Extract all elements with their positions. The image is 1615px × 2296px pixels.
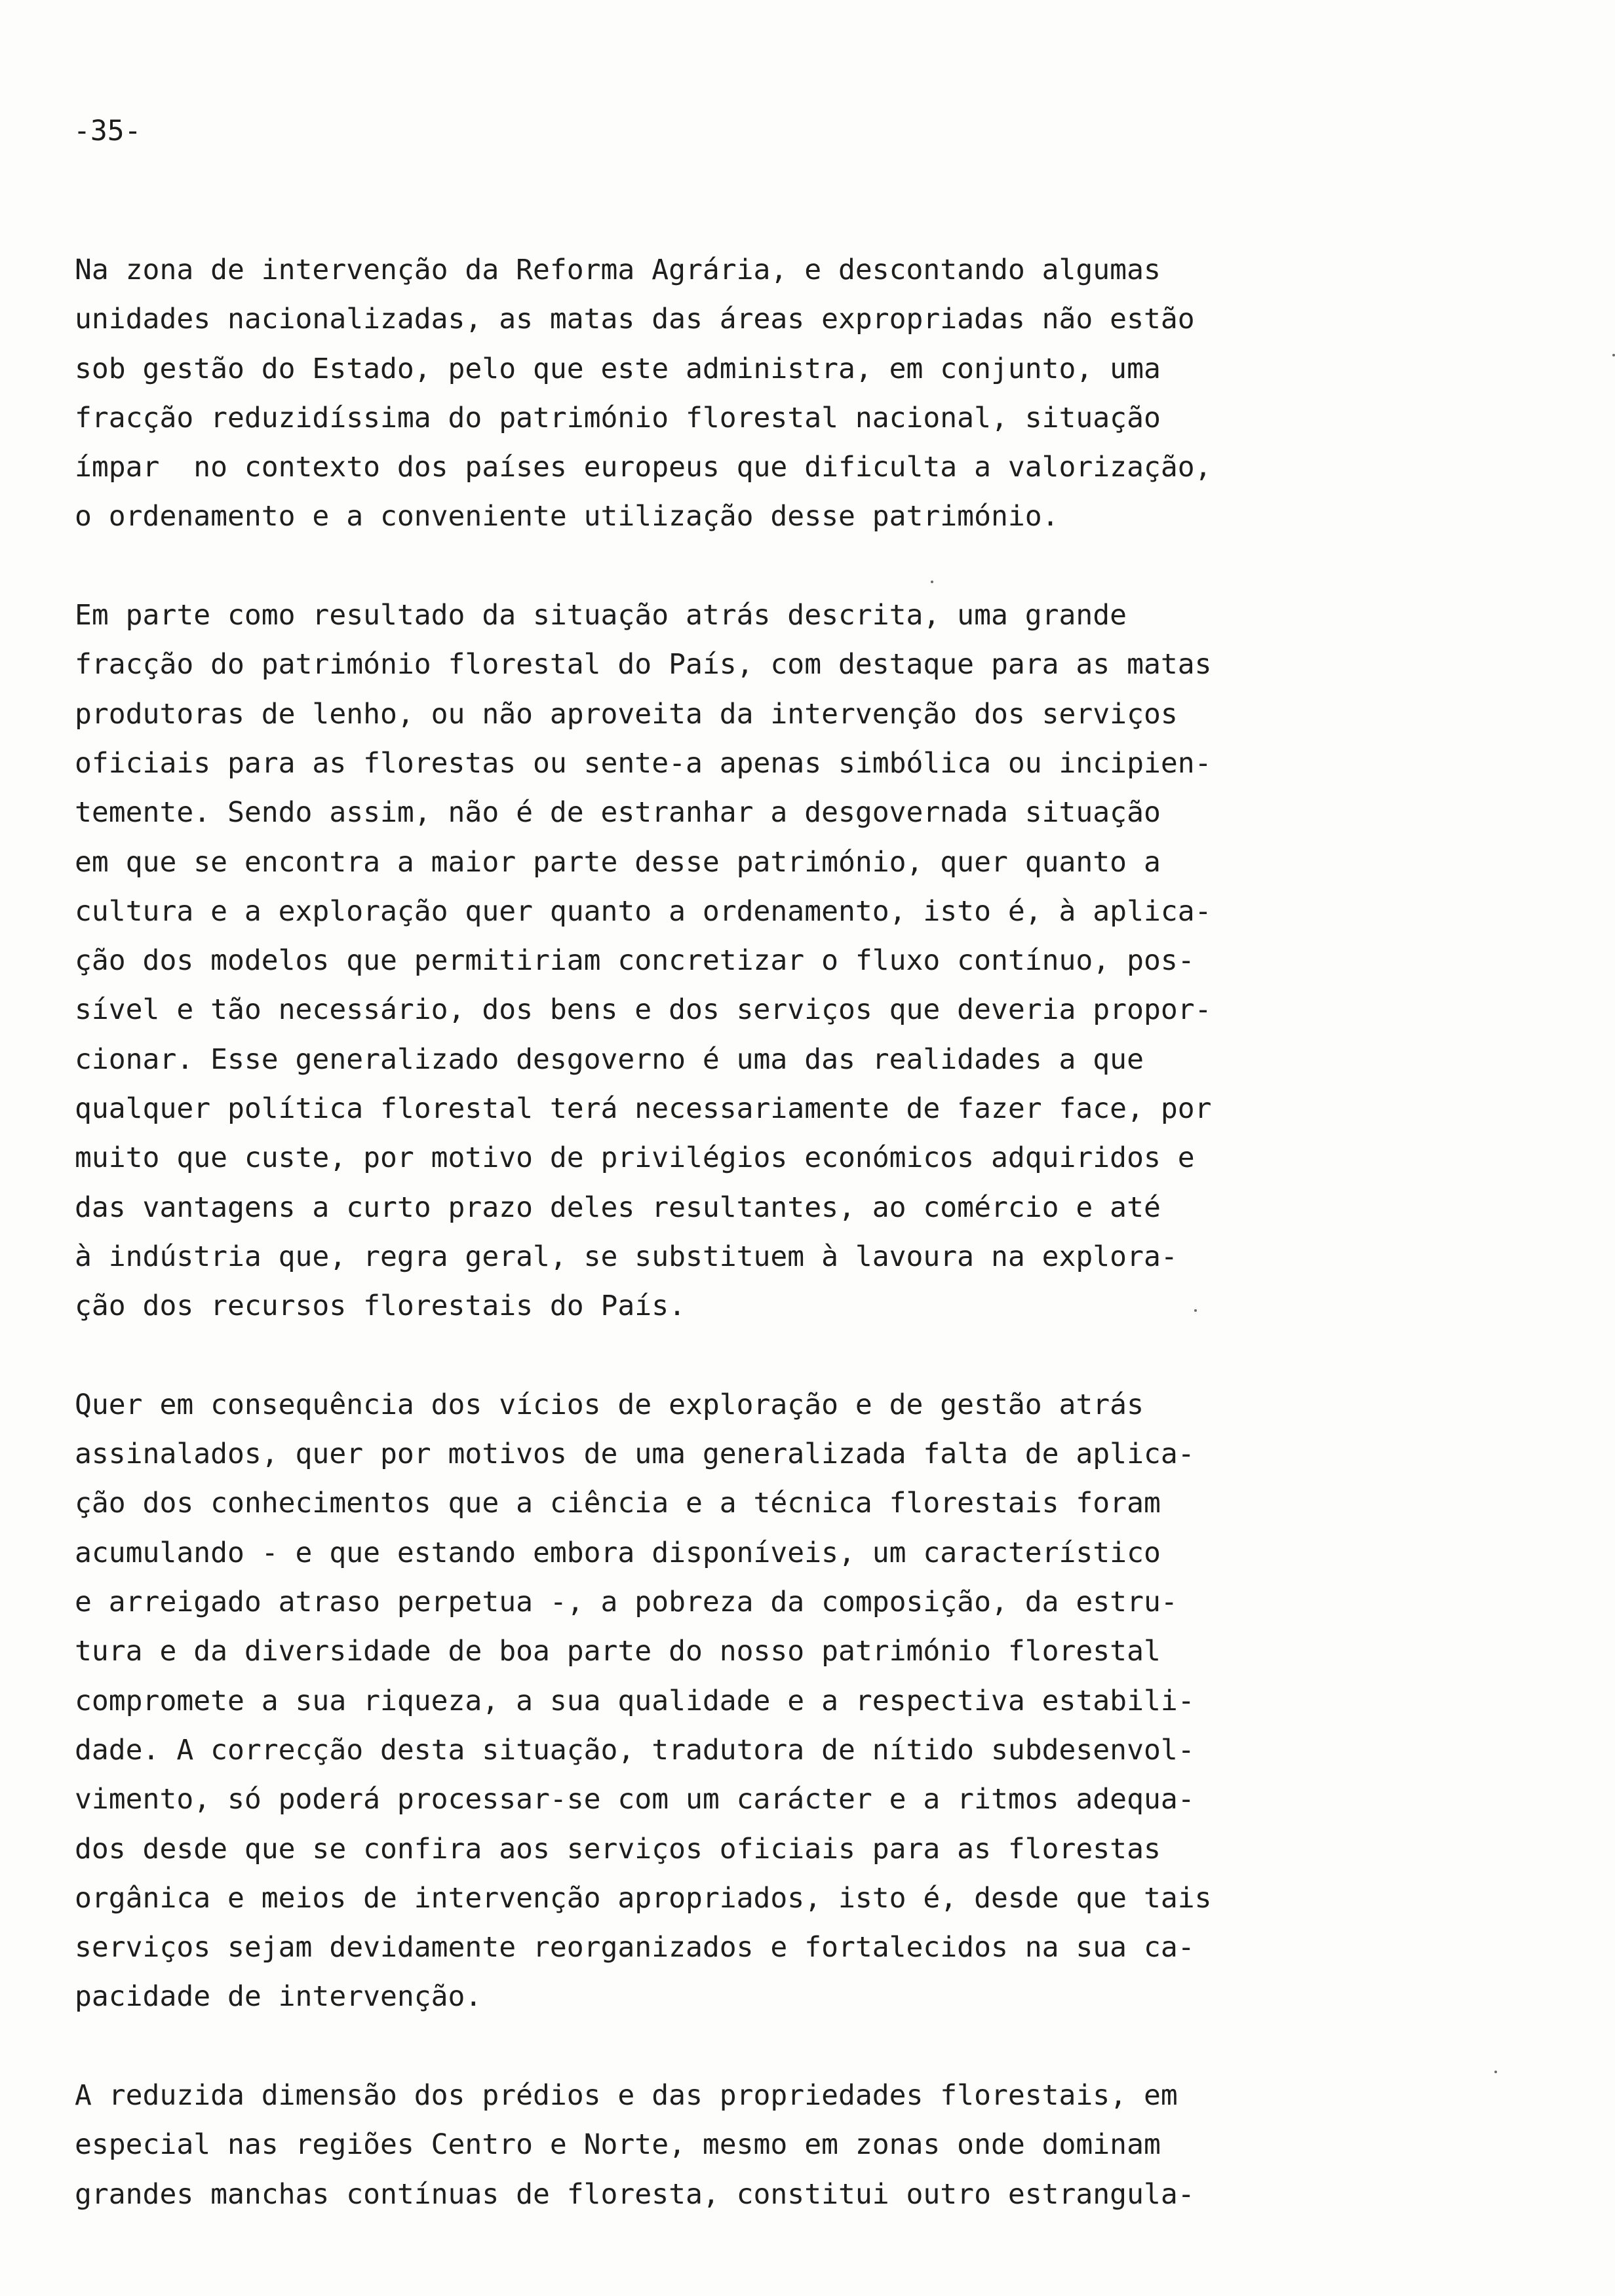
scan-speck (1194, 1309, 1197, 1312)
paragraph-4 (75, 2071, 1438, 2219)
text-line: sob gestão do Estado, pelo que este administra, em conjunto, uma (75, 352, 1161, 385)
scan-speck (931, 581, 933, 583)
page-number: -35- (73, 115, 142, 147)
text-line: à indústria que, regra geral, se substituem à lavoura na explora- (75, 1240, 1178, 1273)
text-line: unidades nacionalizadas, as matas das áreas expropriadas não estão (75, 303, 1195, 336)
text-line: ção dos recursos florestais do País. (75, 1290, 686, 1323)
text-line: dos desde que se confira aos serviços oficiais para as florestas (75, 1832, 1161, 1866)
text-line: sível e tão necessário, dos bens e dos serviços que deveria propor- (75, 993, 1212, 1027)
text-line: grandes manchas contínuas de floresta, constitui outro estrangula- (75, 2177, 1195, 2211)
text-line: ção dos modelos que permitiriam concretizar o fluxo contínuo, pos- (75, 944, 1195, 978)
text-line: muito que custe, por motivo de privilégios económicos adquiridos e (75, 1141, 1195, 1175)
text-line: vimento, só poderá processar-se com um carácter e a ritmos adequa- (75, 1783, 1195, 1816)
text-line: ímpar no contexto dos países europeus que dificulta a valorização, (75, 451, 1212, 484)
text-line: acumulando - e que estando embora disponíveis, um característico (75, 1536, 1161, 1569)
text-line: especial nas regiões Centro e Norte, mesmo em zonas onde dominam (75, 2128, 1161, 2162)
text-line: serviços sejam devidamente reorganizados e fortalecidos na sua ca- (75, 1931, 1195, 1964)
text-line: temente. Sendo assim, não é de estranhar a desgovernada situação (75, 796, 1161, 830)
text-line: Quer em consequência dos vícios de exploração e de gestão atrás (75, 1388, 1144, 1421)
paragraph-3 (75, 1381, 1438, 2022)
text-line: dade. A correcção desta situação, tradutora de nítido subdesenvol- (75, 1733, 1195, 1767)
text-line: tura e da diversidade de boa parte do nosso património florestal (75, 1635, 1161, 1668)
text-line: A reduzida dimensão dos prédios e das propriedades florestais, em (75, 2078, 1178, 2112)
text-line: o ordenamento e a conveniente utilização desse património. (75, 500, 1059, 533)
scan-speck (1612, 354, 1615, 356)
paragraph-1 (75, 246, 1438, 542)
text-line: orgânica e meios de intervenção apropriados, isto é, desde que tais (75, 1881, 1212, 1915)
text-line: das vantagens a curto prazo deles resultantes, ao comércio e até (75, 1191, 1161, 1224)
text-line: assinalados, quer por motivos de uma generalizada falta de aplica- (75, 1438, 1195, 1471)
text-line: Em parte como resultado da situação atrás descrita, uma grande (75, 599, 1127, 632)
text-line: fracção reduzidíssima do património florestal nacional, situação (75, 401, 1161, 434)
text-line: pacidade de intervenção. (75, 1980, 482, 2014)
text-line: oficiais para as florestas ou sente-a apenas simbólica ou incipien- (75, 746, 1212, 780)
scan-speck (1494, 2071, 1497, 2073)
text-line: qualquer política florestal terá necessariamente de fazer face, por (75, 1092, 1212, 1126)
text-line: Na zona de intervenção da Reforma Agrária, e descontando algumas (75, 254, 1161, 286)
body-text (75, 246, 1438, 2268)
text-line: ção dos conhecimentos que a ciência e a técnica florestais foram (75, 1487, 1161, 1520)
text-line: em que se encontra a maior parte desse património, quer quanto a (75, 845, 1161, 879)
paragraph-2 (75, 591, 1438, 1331)
text-line: cultura e a exploração quer quanto a ordenamento, isto é, à aplica- (75, 894, 1212, 928)
text-line: produtoras de lenho, ou não aproveita da intervenção dos serviços (75, 697, 1178, 731)
text-line: fracção do património florestal do País, com destaque para as matas (75, 648, 1212, 681)
text-line: e arreigado atraso perpetua -, a pobreza da composição, da estru- (75, 1586, 1178, 1619)
text-line: compromete a sua riqueza, a sua qualidade e a respectiva estabili- (75, 1684, 1195, 1717)
text-line: cionar. Esse generalizado desgoverno é uma das realidades a que (75, 1043, 1144, 1076)
